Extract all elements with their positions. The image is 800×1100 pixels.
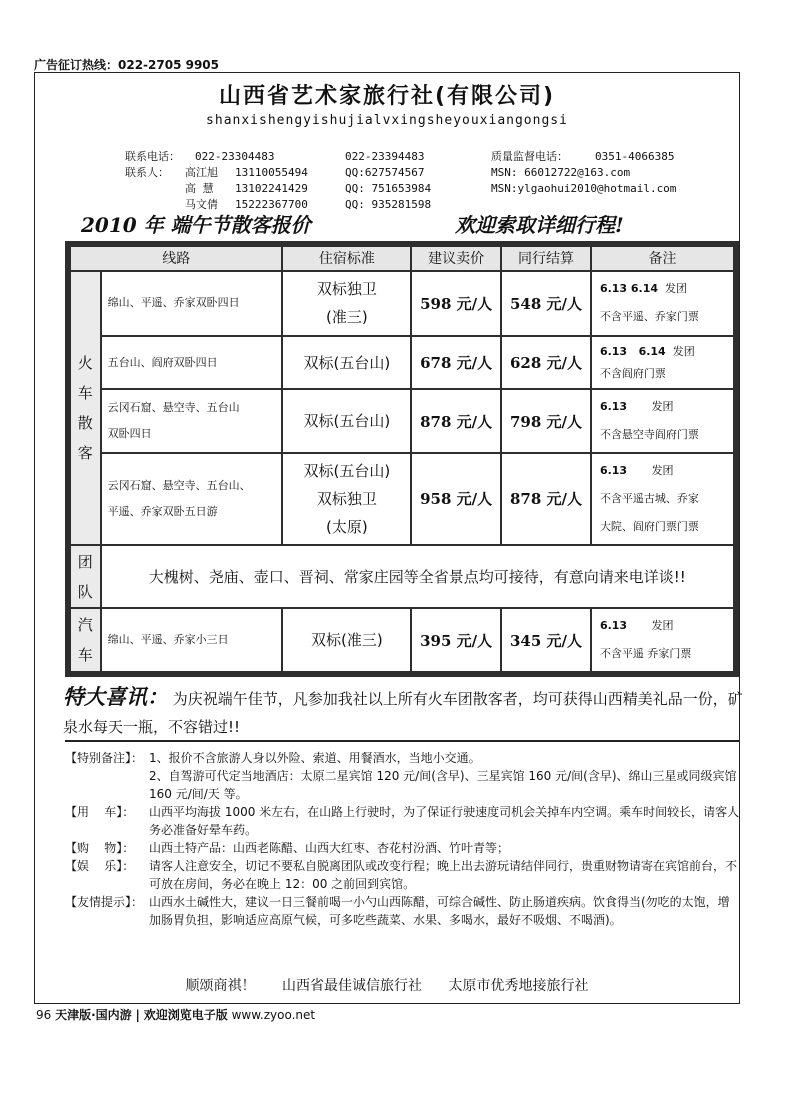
exclusions: 不含阎府门票 [599, 366, 666, 380]
price-cell: 598 元/人 [412, 272, 500, 336]
table-row [71, 272, 733, 336]
note-item [65, 749, 741, 767]
special-offer-text: 为庆祝端午佳节，凡参加我社以上所有火车团散客者，均可获得山西精美礼品一份，矿泉水每天一瓶，不容错过!! [63, 690, 743, 736]
trade-price-cell: 345 元/人 [502, 609, 590, 671]
notes-section [65, 749, 741, 929]
exclusions: 不含平遥、乔家门票 [599, 310, 699, 324]
category-group: 团 队 [71, 546, 100, 607]
page-number: 96 [36, 1008, 52, 1022]
phone-2: 022-23394483 [345, 150, 425, 163]
note-label: 【娱 乐】： [65, 859, 135, 873]
lodging-cell: 双标(五台山) 双标独卫 (太原) [283, 454, 410, 544]
note-item [65, 803, 741, 839]
contact-mobile: 13102241429 [235, 182, 308, 195]
contact-qq: QQ: 935281598 [345, 198, 432, 211]
note-text: 2、自驾游可代定当地酒店：太原二星宾馆 120 元/间(含早)、三星宾馆 160 元/间(含早)、绵山三星或同级宾馆 160 元/间/天 等。 [149, 769, 737, 801]
company-name: 山西省艺术家旅行社(有限公司) [218, 84, 556, 109]
route-cell: 五台山、阎府双卧四日 [102, 337, 282, 388]
quality-label: 质量监督电话： [491, 150, 568, 163]
header-trade-price: 同行结算 [502, 247, 590, 270]
ad-hotline: 广告征订热线：022-2705 9905 [34, 58, 220, 72]
contact-qq: QQ: 751653984 [345, 182, 432, 195]
departure-label: 发团 [651, 400, 674, 414]
contact-name: 高江旭 [185, 166, 218, 179]
table-header-row [71, 247, 733, 270]
header-lodging: 住宿标准 [283, 247, 410, 270]
table-row [71, 546, 733, 607]
lodging-cell: 双标独卫 (准三) [283, 272, 410, 336]
departure-label: 发团 [665, 282, 688, 296]
contact-name: 马文倩 [185, 198, 218, 211]
exclusions: 不含悬空寺阎府门票 [599, 428, 699, 442]
price-cell: 958 元/人 [412, 454, 500, 544]
table-row [71, 609, 733, 671]
header-route: 线路 [71, 247, 281, 270]
note-label: 【特别备注】： [65, 751, 144, 765]
phone-1: 022-23304483 [195, 150, 275, 163]
edition-label: 天津版·国内游 [55, 1008, 132, 1022]
price-cell: 678 元/人 [412, 337, 500, 388]
departure-date: 6.13 [599, 619, 628, 633]
footer-url[interactable]: www.zyoo.net [231, 1008, 316, 1022]
note-text: 1、报价不含旅游人身以外险、索道、用餐酒水，当地小交通。 [149, 751, 481, 765]
category-bus: 汽 车 [71, 609, 100, 671]
footer-slogan: 欢迎浏览电子版 [143, 1008, 228, 1022]
header-price: 建议卖价 [412, 247, 500, 270]
contact-msn: MSN: 66012722@163.com [491, 166, 631, 179]
departure-date: 6.13 6.14 [599, 344, 666, 358]
remarks-cell [592, 272, 733, 336]
phone-label: 联系电话： [125, 150, 180, 163]
promo-title-right: 欢迎索取详细行程! [455, 213, 624, 237]
table-row [71, 337, 733, 388]
contact-person-label: 联系人： [125, 166, 169, 179]
price-cell: 878 元/人 [412, 390, 500, 451]
contact-mobile: 13110055494 [235, 166, 308, 179]
remarks-cell [592, 454, 733, 544]
note-label: 【用 车】： [65, 805, 135, 819]
note-label: 【友情提示】： [65, 895, 144, 909]
page-footer [36, 1006, 315, 1023]
quality-phone: 0351-4066385 [595, 150, 675, 163]
lodging-cell: 双标(五台山) [283, 390, 410, 451]
contact-msn: MSN:ylgaohui2010@hotmail.com [491, 182, 677, 195]
route-cell: 绵山、平遥、乔家双卧四日 [102, 272, 282, 336]
trade-price-cell: 878 元/人 [502, 454, 590, 544]
price-table-frame [65, 241, 739, 677]
price-cell: 395 元/人 [412, 609, 500, 671]
departure-date: 6.13 [599, 463, 628, 477]
remarks-cell [592, 337, 733, 388]
trade-price-cell: 798 元/人 [502, 390, 590, 451]
advertisement-frame [34, 72, 743, 1004]
promo-title-left: 2010 年 端午节散客报价 [81, 213, 311, 237]
route-cell: 云冈石窟、悬空寺、五台山 双卧四日 [102, 390, 282, 451]
footer-separator: | [135, 1008, 140, 1022]
trade-price-cell: 548 元/人 [502, 272, 590, 336]
departure-label: 发团 [651, 619, 674, 633]
note-item [65, 857, 741, 893]
remarks-cell [592, 390, 733, 451]
category-train: 火 车 散 客 [71, 272, 100, 544]
note-label: 【购 物】： [65, 841, 135, 855]
route-cell: 云冈石窟、悬空寺、五台山、 平遥、乔家双卧五日游 [102, 454, 282, 544]
company-pinyin: shanxishengyishujialvxingsheyouxiangongsi [206, 113, 568, 128]
contact-name: 高 慧 [185, 182, 214, 195]
note-text: 山西土特产品：山西老陈醋、山西大红枣、杏花村汾酒、竹叶青等； [149, 841, 510, 855]
contact-block [125, 149, 725, 213]
contact-mobile: 15222367700 [235, 198, 308, 211]
header-remarks: 备注 [592, 247, 733, 270]
note-item [65, 767, 741, 803]
departure-date: 6.13 [599, 400, 628, 414]
lodging-cell: 双标(五台山) [283, 337, 410, 388]
promo-title [81, 209, 731, 239]
note-item [65, 893, 741, 929]
contact-qq: QQ:627574567 [345, 166, 425, 179]
closing-slogan: 顺颂商祺！ 山西省最佳诚信旅行社 太原市优秀地接旅行社 [185, 978, 589, 994]
special-offer [63, 683, 743, 741]
exclusions: 不含平遥 乔家门票 [599, 647, 692, 661]
departure-label: 发团 [651, 463, 674, 477]
exclusions: 不含平遥古城、乔家 大院、阎府门票门票 [599, 491, 699, 533]
departure-date: 6.13 6.14 [599, 282, 659, 296]
table-row [71, 454, 733, 544]
note-text: 请客人注意安全，切记不要私自脱离团队或改变行程；晚上出去游玩请结伴同行，贵重财物请寄在宾馆前台，不可放在房间，务必在晚上 12：00 之前回到宾馆。 [149, 859, 738, 891]
trade-price-cell: 628 元/人 [502, 337, 590, 388]
note-item [65, 839, 741, 857]
route-cell: 绵山、平遥、乔家小三日 [102, 609, 282, 671]
note-text: 山西平均海拔 1000 米左右，在山路上行驶时，为了保证行驶速度司机会关掉车内空调。乘车时间较长，请客人务必准备好晕车药。 [149, 805, 740, 837]
divider [65, 740, 739, 742]
table-row [71, 390, 733, 451]
price-table [69, 245, 735, 673]
group-tour-text: 大槐树、尧庙、壶口、晋祠、常家庄园等全省景点均可接待，有意向请来电详谈!! [102, 546, 733, 607]
special-offer-title: 特大喜讯： [63, 684, 168, 709]
remarks-cell [592, 609, 733, 671]
lodging-cell: 双标(准三) [283, 609, 410, 671]
note-text: 山西水土碱性大，建议一日三餐前喝一小勺山西陈醋，可综合碱性、防止肠道疾病。饮食得当(勿吃的太饱，增加肠胃负担，影响适应高原气候，可多吃些蔬菜、水果、多喝水，最好不吸烟、不喝酒)。 [149, 895, 730, 927]
departure-label: 发团 [672, 344, 695, 358]
